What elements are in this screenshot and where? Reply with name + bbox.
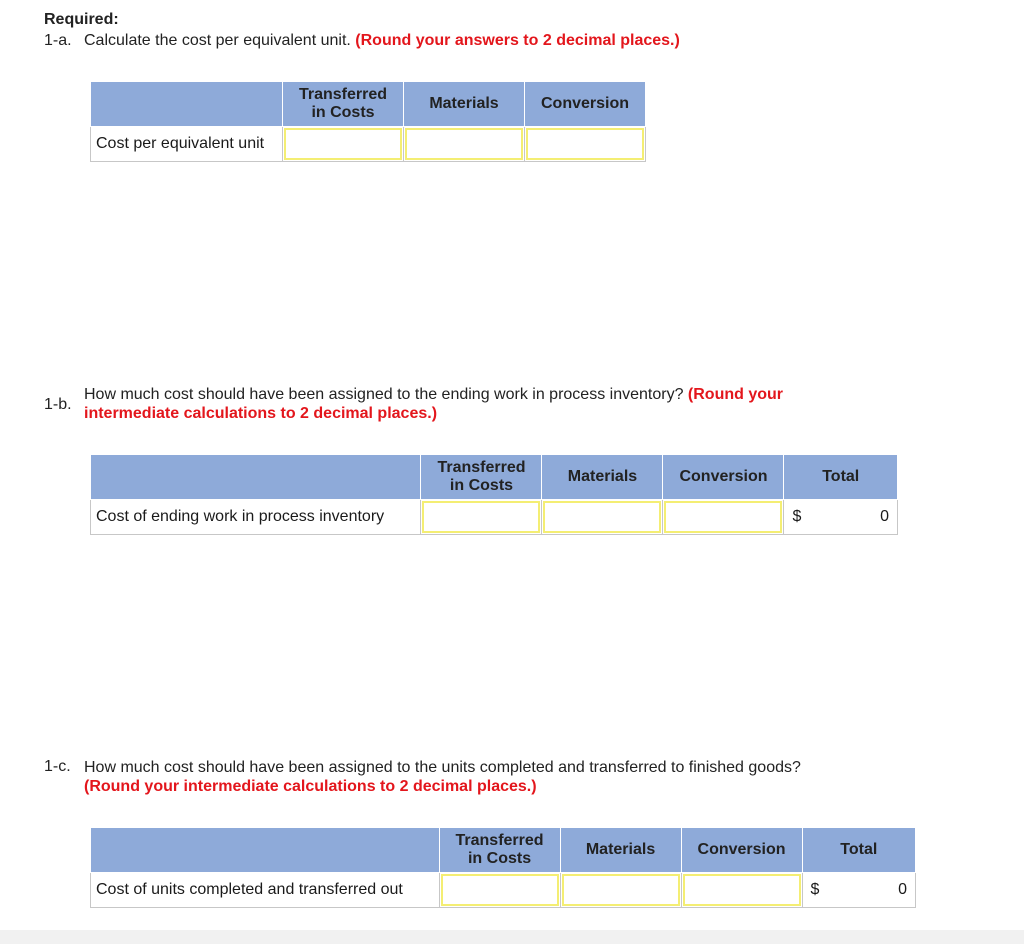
row-label: Cost of units completed and transferred out xyxy=(91,873,440,908)
part-c-table xyxy=(90,827,916,908)
header-conversion: Conversion xyxy=(525,82,646,127)
materials-input[interactable] xyxy=(405,128,523,160)
header-transferred-in: Transferred in Costs xyxy=(439,828,560,873)
required-heading: Required: xyxy=(44,11,119,28)
header-transferred-in: Transferred in Costs xyxy=(421,455,542,500)
total-value: 0 xyxy=(880,508,889,525)
header-conversion: Conversion xyxy=(681,828,802,873)
part-b-table xyxy=(90,454,898,535)
header-blank xyxy=(91,455,421,500)
part-c-text: How much cost should have been assigned to the units completed and transferred to finished goods? xyxy=(84,759,801,776)
row-label: Cost of ending work in process inventory xyxy=(91,500,421,535)
header-materials: Materials xyxy=(542,455,663,500)
part-c-number: 1-c. xyxy=(44,758,71,775)
total-cell xyxy=(784,500,898,535)
materials-input[interactable] xyxy=(562,874,680,906)
part-a-note: (Round your answers to 2 decimal places.) xyxy=(355,32,680,49)
header-materials: Materials xyxy=(404,82,525,127)
part-b-number: 1-b. xyxy=(44,396,72,413)
header-blank xyxy=(91,82,283,127)
part-c-instruction xyxy=(84,758,884,796)
bottom-strip xyxy=(0,930,1024,944)
header-transferred-in: Transferred in Costs xyxy=(283,82,404,127)
header-materials: Materials xyxy=(560,828,681,873)
materials-input[interactable] xyxy=(543,501,661,533)
part-c-note: (Round your intermediate calculations to 2 decimal places.) xyxy=(84,778,537,795)
transferred-in-input[interactable] xyxy=(284,128,402,160)
part-a-instruction xyxy=(44,31,680,50)
header-total: Total xyxy=(802,828,915,873)
row-label: Cost per equivalent unit xyxy=(91,127,283,162)
part-a-text: Calculate the cost per equivalent unit. xyxy=(84,32,351,49)
header-conversion: Conversion xyxy=(663,455,784,500)
part-a-number: 1-a. xyxy=(44,32,72,49)
conversion-input[interactable] xyxy=(664,501,782,533)
transferred-in-input[interactable] xyxy=(441,874,559,906)
part-b-note: (Round your intermediate calculations to 2 decimal places.) xyxy=(84,386,784,422)
currency-symbol: $ xyxy=(792,508,802,525)
currency-symbol: $ xyxy=(810,881,820,898)
total-cell xyxy=(802,873,915,908)
part-b-text: How much cost should have been assigned to the ending work in process inventory? xyxy=(84,386,684,403)
part-b-instruction xyxy=(84,385,864,423)
conversion-input[interactable] xyxy=(683,874,801,906)
header-total: Total xyxy=(784,455,898,500)
header-blank xyxy=(91,828,440,873)
conversion-input[interactable] xyxy=(526,128,644,160)
transferred-in-input[interactable] xyxy=(422,501,540,533)
part-a-table xyxy=(90,81,646,162)
total-value: 0 xyxy=(898,881,907,898)
